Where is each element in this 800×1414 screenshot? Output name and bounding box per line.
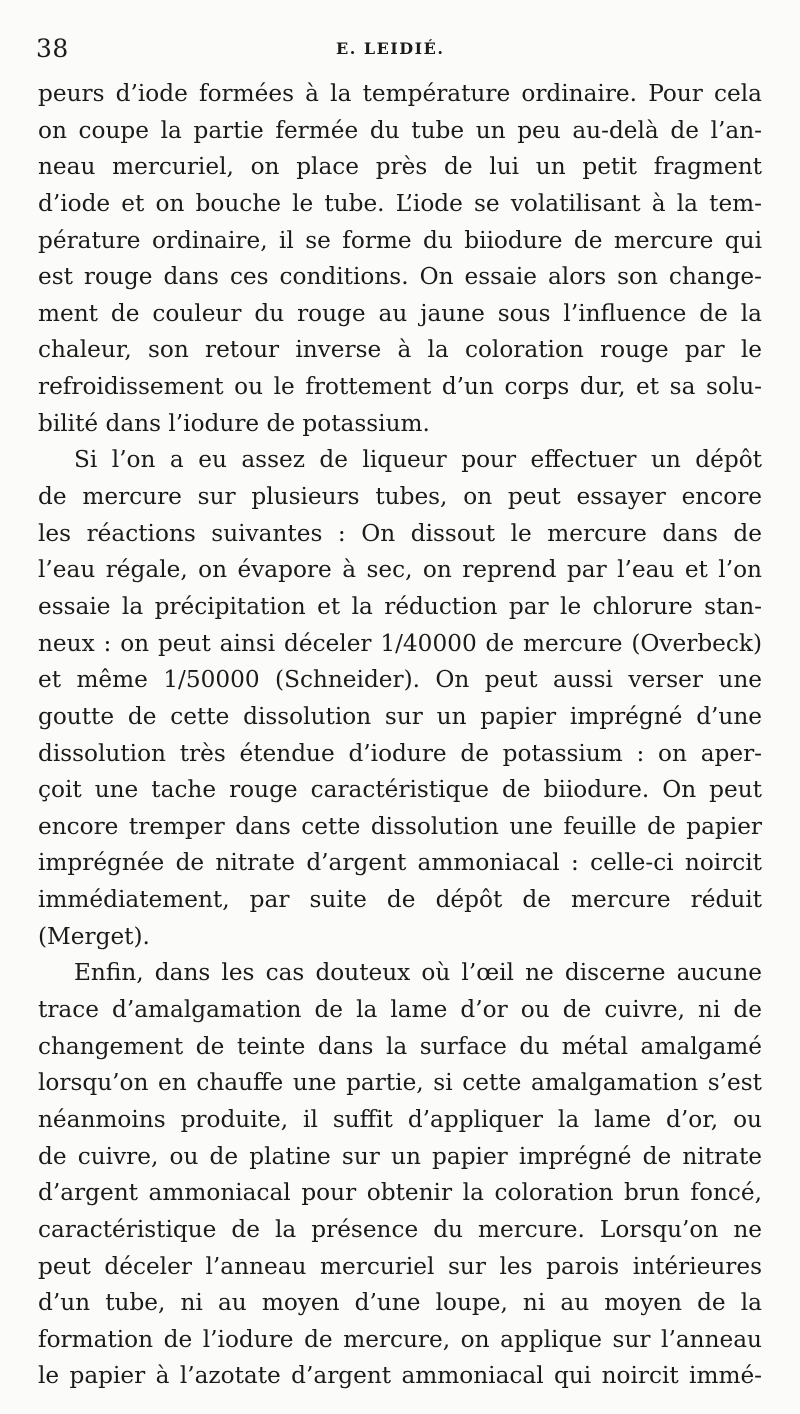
text-line: neux : on peut ainsi déceler 1/40000 de mercure (Overbeck): [38, 629, 762, 657]
text-line: goutte de cette dissolution sur un papier imprégné d’une: [38, 702, 762, 730]
text-line: d’iode et on bouche le tube. L’iode se volatilisant à la tem-: [38, 189, 762, 217]
text-line: les réactions suivantes : On dissout le mercure dans de: [38, 519, 762, 547]
paragraph: [38, 76, 762, 442]
paragraph: [38, 442, 762, 955]
text-line: encore tremper dans cette dissolution une feuille de papier: [38, 812, 762, 840]
text-line: trace d’amalgamation de la lame d’or ou de cuivre, ni de: [38, 996, 762, 1024]
page-number: 38: [36, 34, 69, 63]
text-line: est rouge dans ces conditions. On essaie alors son change-: [38, 263, 762, 291]
text-line: et même 1/50000 (Schneider). On peut aussi verser une: [38, 666, 762, 694]
text-line: (Merget).: [38, 922, 150, 950]
text-line: de mercure sur plusieurs tubes, on peut essayer encore: [38, 483, 762, 511]
text-line: pérature ordinaire, il se forme du biiodure de mercure qui: [38, 226, 762, 254]
running-head: E. LEIDIÉ.: [336, 39, 445, 58]
body-text: [38, 76, 762, 1395]
text-line: d’argent ammoniacal pour obtenir la coloration brun foncé,: [38, 1179, 762, 1207]
text-line: refroidissement ou le frottement d’un corps dur, et sa solu-: [38, 373, 762, 401]
text-line: formation de l’iodure de mercure, on applique sur l’anneau: [38, 1325, 762, 1353]
text-line: le papier à l’azotate d’argent ammoniacal qui noircit immé-: [38, 1362, 762, 1390]
page-header: [36, 30, 762, 74]
text-line: ment de couleur du rouge au jaune sous l’influence de la: [38, 299, 762, 327]
text-line: Enfin, dans les cas douteux où l’œil ne discerne aucune: [74, 959, 762, 987]
paragraph: [38, 955, 762, 1395]
text-line: neau mercuriel, on place près de lui un petit fragment: [38, 153, 762, 181]
text-line: bilité dans l’iodure de potassium.: [38, 409, 430, 437]
text-line: Si l’on a eu assez de liqueur pour effectuer un dépôt: [74, 446, 762, 474]
text-line: immédiatement, par suite de dépôt de mercure réduit: [38, 886, 762, 914]
text-line: lorsqu’on en chauffe une partie, si cette amalgamation s’est: [38, 1069, 762, 1097]
text-line: on coupe la partie fermée du tube un peu au-delà de l’an-: [38, 116, 762, 144]
text-line: imprégnée de nitrate d’argent ammoniacal : celle-ci noircit: [38, 849, 762, 877]
text-line: chaleur, son retour inverse à la coloration rouge par le: [38, 336, 762, 364]
text-line: néanmoins produite, il suffit d’appliquer la lame d’or, ou: [38, 1105, 762, 1133]
text-line: caractéristique de la présence du mercure. Lorsqu’on ne: [38, 1215, 762, 1243]
text-line: dissolution très étendue d’iodure de potassium : on aper-: [38, 739, 762, 767]
text-line: peut déceler l’anneau mercuriel sur les parois intérieures: [38, 1252, 762, 1280]
text-line: çoit une tache rouge caractéristique de biiodure. On peut: [38, 776, 762, 804]
text-line: l’eau régale, on évapore à sec, on reprend par l’eau et l’on: [38, 556, 762, 584]
text-line: de cuivre, ou de platine sur un papier imprégné de nitrate: [38, 1142, 762, 1170]
text-line: essaie la précipitation et la réduction par le chlorure stan-: [38, 592, 762, 620]
text-line: d’un tube, ni au moyen d’une loupe, ni au moyen de la: [38, 1289, 762, 1317]
text-line: changement de teinte dans la surface du métal amalgamé: [38, 1032, 762, 1060]
text-line: peurs d’iode formées à la température ordinaire. Pour cela: [38, 80, 762, 107]
